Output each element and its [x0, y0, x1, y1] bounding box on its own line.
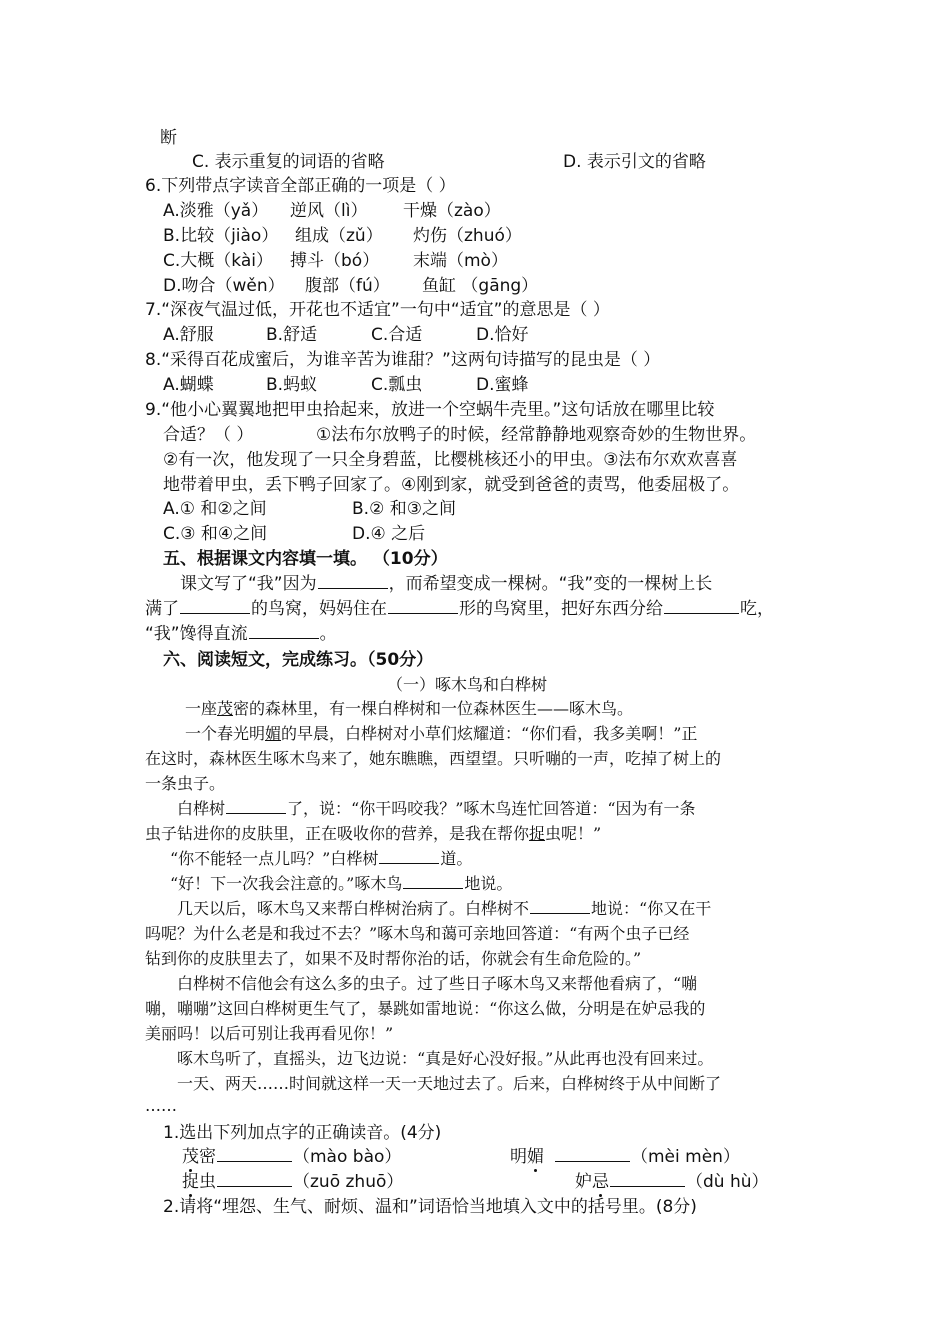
story-p3-line2: 虫子钻进你的皮肤里，正在吸收你的营养，是我在帮你捉虫呢！” — [145, 824, 602, 843]
option-c: C. 表示重复的词语的省略 — [192, 152, 385, 172]
q8-opt-a: A.蝴蝶 — [163, 375, 214, 395]
q8-opt-d: D.蜜蜂 — [476, 375, 529, 395]
exercise-1-item-4: 妒忌 （dù hù） — [575, 1172, 769, 1192]
q9-line4: 地带着甲虫，丢下鸭子回家了。④刚到家，就受到爸爸的责骂，他委屈极了。 — [163, 475, 740, 495]
q9-opt-d: D.④ 之后 — [352, 524, 426, 544]
q6-c2: 搏斗（bó） — [290, 251, 380, 271]
exercise-1-item-2: 明媚 （mèi mèn） — [510, 1147, 740, 1167]
prev-line-fragment: 断 — [160, 128, 177, 148]
story-p9-line1: 一天、两天……时间就这样一天一天地过去了。后来，白桦树终于从中间断了 — [177, 1074, 722, 1093]
story-blank-3[interactable] — [403, 872, 463, 889]
pinyin-blank-1[interactable] — [217, 1145, 292, 1162]
fill-blank-3[interactable] — [388, 597, 458, 614]
story-p6-line3: 钻到你的皮肤里去了，如果不及时帮你治的话，你就会有生命危险的。” — [145, 949, 642, 968]
fill-blank-1[interactable] — [318, 572, 388, 589]
q9-opt-c: C.③ 和④之间 — [163, 524, 268, 544]
q9-line2b: ①法布尔放鸭子的时候，经常静静地观察奇妙的生物世界。 — [316, 425, 757, 445]
q7-opt-c: C.合适 — [371, 325, 423, 345]
underlined-mei: 媚 — [265, 724, 282, 743]
q6-b3: 灼伤（zhuó） — [413, 226, 522, 246]
pinyin-blank-3[interactable] — [217, 1170, 292, 1187]
section5-line2: 满了 的鸟窝，妈妈住在 形的鸟窝里，把好东西分给 吃， — [145, 599, 774, 619]
q9-line3: ②有一次，他发现了一只全身碧蓝，比樱桃核还小的甲虫。③法布尔欢欢喜喜 — [163, 450, 738, 470]
q7-opt-d: D.恰好 — [476, 325, 529, 345]
q6-a1: A.淡雅（yǎ） — [163, 201, 269, 221]
exercise-2-stem: 2.请将“埋怨、生气、耐烦、温和”词语恰当地填入文中的括号里。(8分) — [163, 1197, 697, 1217]
story-blank-2[interactable] — [379, 847, 439, 864]
section5-title: 五、根据课文内容填一填。 （10分） — [163, 549, 448, 569]
pinyin-blank-4[interactable] — [610, 1170, 685, 1187]
pinyin-blank-2[interactable] — [555, 1145, 630, 1162]
underlined-mao: 茂 — [217, 699, 234, 718]
q7-stem: 7.“深夜气温过低，开花也不适宜”一句中“适宜”的意思是（ ） — [145, 300, 610, 320]
q6-b1: B.比较（jiào） — [163, 226, 279, 246]
exercise-1-stem: 1.选出下列加点字的正确读音。(4分) — [163, 1123, 442, 1143]
fill-blank-5[interactable] — [249, 622, 319, 639]
q6-c3: 末端（mò） — [413, 251, 508, 271]
story-p7-line3: 美丽吗！以后可别让我再看见你！” — [145, 1024, 394, 1043]
q8-stem: 8.“采得百花成蜜后，为谁辛苦为谁甜？”这两句诗描写的昆虫是（ ） — [145, 350, 661, 370]
q6-d1: D.吻合（wěn） — [163, 276, 285, 296]
story-p3-line1: 白桦树 了，说：“你干吗咬我？”啄木鸟连忙回答道：“因为有一条 — [177, 799, 696, 818]
exercise-1-item-3: 捉虫 （zuō zhuō） — [182, 1172, 404, 1192]
underlined-zhuo: 捉 — [529, 824, 546, 843]
fill-blank-2[interactable] — [180, 597, 250, 614]
story-p2-line1: 一个春光明媚的早晨，白桦树对小草们炫耀道：“你们看，我多美啊！”正 — [185, 724, 698, 743]
section5-line1: 课文写了“我”因为 ，而希望变成一棵树。“我”变的一棵树上长 — [180, 574, 713, 594]
q9-line2a: 合适？（ ） — [163, 425, 254, 445]
story-p6-line2: 吗呢？为什么老是和我过不去？”啄木鸟和蔼可亲地回答道：“有两个虫子已经 — [145, 924, 690, 943]
story-p8: 啄木鸟听了，直摇头，边飞边说：“真是好心没好报。”从此再也没有回来过。 — [177, 1049, 714, 1068]
section6-title: 六、阅读短文，完成练习。（50分） — [163, 650, 434, 670]
story-p7-line1: 白桦树不信他会有这么多的虫子。过了些日子啄木鸟又来帮他看病了，“嘣 — [177, 974, 698, 993]
q6-d2: 腹部（fú） — [305, 276, 390, 296]
story-p7-line2: 嘣，嘣嘣”这回白桦树更生气了，暴跳如雷地说：“你这么做，分明是在妒忌我的 — [145, 999, 706, 1018]
option-d: D. 表示引文的省略 — [563, 152, 706, 172]
story-p2-line2: 在这时，森林医生啄木鸟来了，她东瞧瞧，西望望。只听嘣的一声，吃掉了树上的 — [145, 749, 722, 768]
story-title: （一）啄木鸟和白桦树 — [387, 675, 548, 694]
q6-b2: 组成（zǔ） — [295, 226, 383, 246]
section5-line3: “我”馋得直流 。 — [145, 624, 337, 644]
q9-line1: 9.“他小心翼翼地把甲虫拾起来，放进一个空蜗牛壳里。”这句话放在哪里比较 — [145, 400, 715, 420]
q9-opt-a: A.① 和②之间 — [163, 499, 267, 519]
story-blank-4[interactable] — [530, 897, 590, 914]
q7-opt-a: A.舒服 — [163, 325, 214, 345]
q7-opt-b: B.舒适 — [266, 325, 318, 345]
q6-stem: 6.下列带点字读音全部正确的一项是（ ） — [145, 176, 456, 196]
q8-opt-b: B.蚂蚁 — [266, 375, 318, 395]
story-p2-line3: 一条虫子。 — [145, 774, 226, 793]
story-p5: “好！下一次我会注意的。”啄木鸟 地说。 — [170, 874, 513, 893]
q6-d3: 鱼缸 （gāng） — [422, 276, 539, 296]
story-p6-line1: 几天以后，啄木鸟又来帮白桦树治病了。白桦树不 地说：“你又在干 — [177, 899, 712, 918]
q9-opt-b: B.② 和③之间 — [352, 499, 456, 519]
story-blank-1[interactable] — [226, 797, 286, 814]
q8-opt-c: C.瓢虫 — [371, 375, 423, 395]
story-p1: 一座茂密的森林里，有一棵白桦树和一位森林医生——啄木鸟。 — [185, 699, 634, 718]
story-p9-line2: …… — [145, 1096, 177, 1115]
q6-a3: 干燥（zào） — [403, 201, 501, 221]
story-p4: “你不能轻一点儿吗？”白桦树 道。 — [170, 849, 473, 868]
q6-a2: 逆风（lì） — [290, 201, 368, 221]
q6-c1: C.大概（kài） — [163, 251, 273, 271]
fill-blank-4[interactable] — [664, 597, 739, 614]
exercise-1-item-1: 茂密 （mào bào） — [182, 1147, 402, 1167]
